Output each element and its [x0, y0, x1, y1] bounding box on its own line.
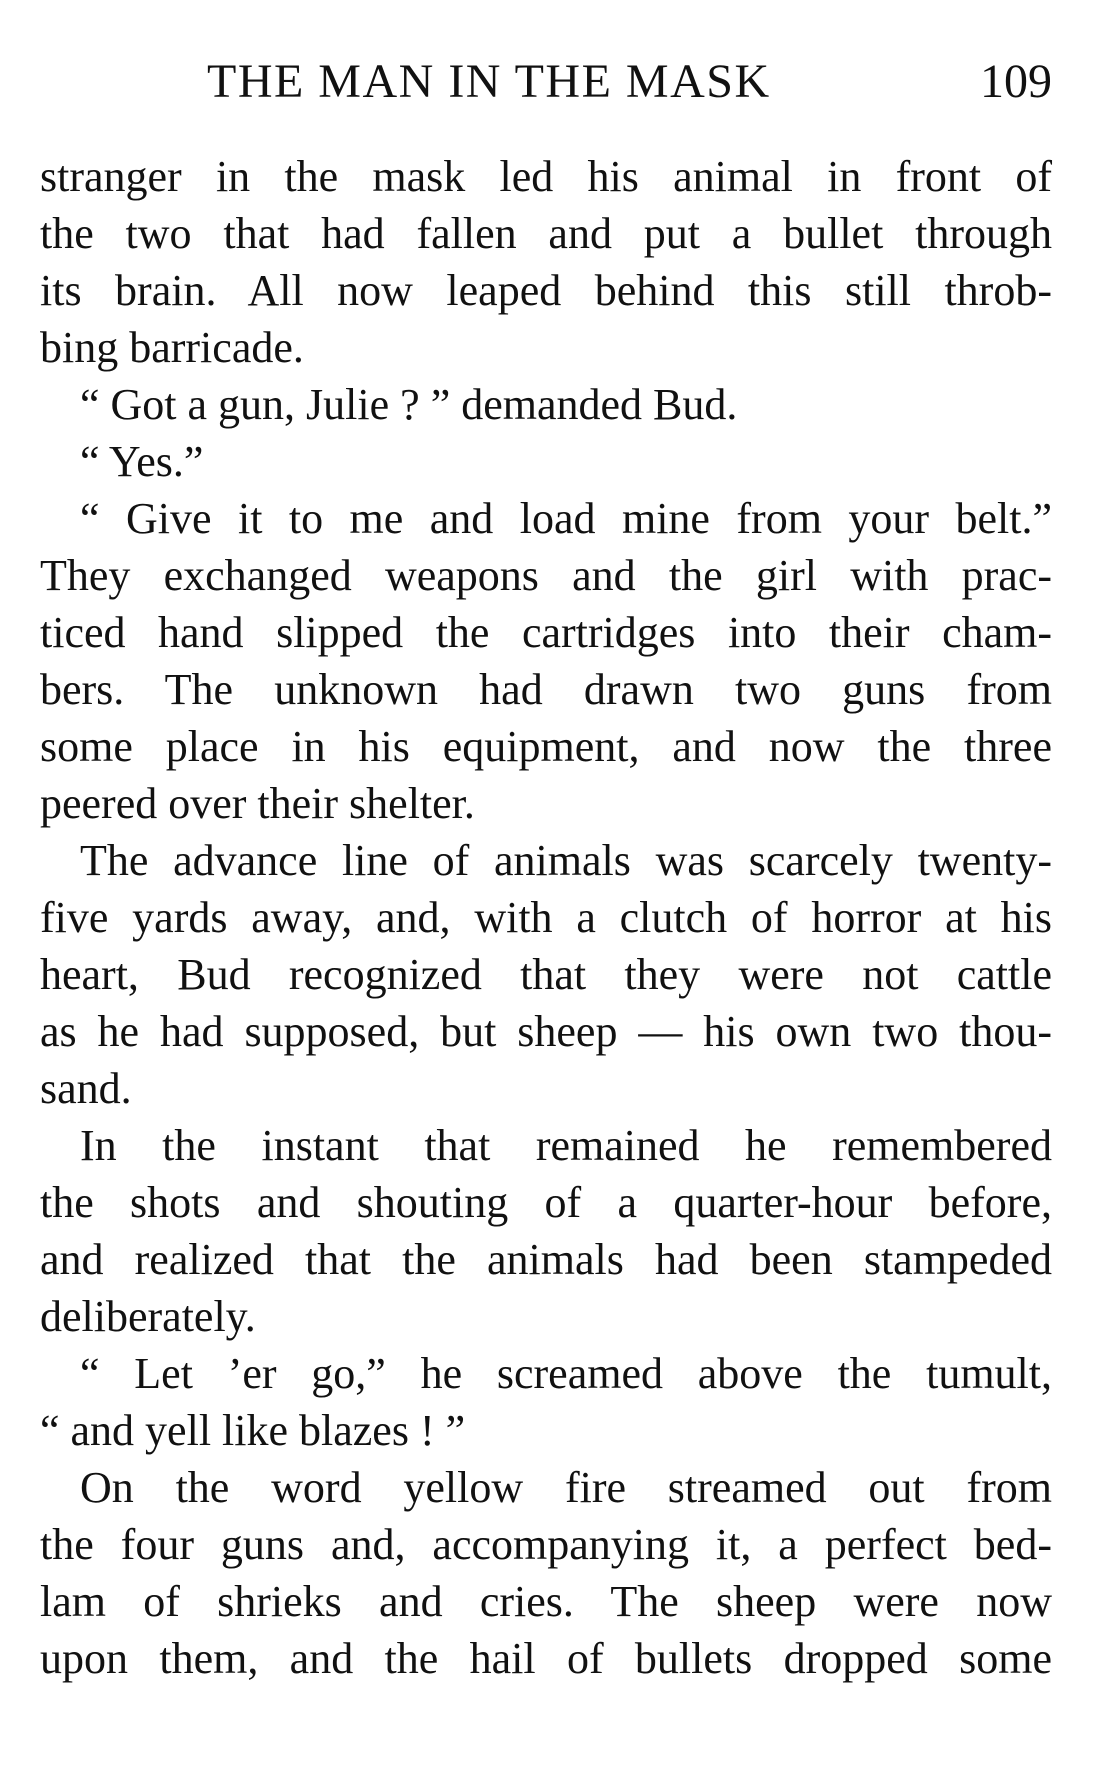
text-line: deliberately. [40, 1292, 256, 1341]
text-line: On the word yellow fire streamed out from [80, 1463, 1052, 1512]
text-line: peered over their shelter. [40, 779, 475, 828]
text-line: “ and yell like blazes ! ” [40, 1406, 466, 1455]
text-line: heart, Bud recognized that they were not cattle [40, 950, 1052, 999]
text-line: bers. The unknown had drawn two guns from [40, 665, 1052, 714]
text-line: “ Give it to me and load mine from your belt.” [80, 494, 1052, 543]
text-line: The advance line of animals was scarcely twenty- [80, 836, 1052, 885]
text-line: They exchanged weapons and the girl with prac- [40, 551, 1052, 600]
text-line: its brain. All now leaped behind this still throb- [40, 266, 1052, 315]
body-text [40, 148, 1052, 1687]
text-line: bing barricade. [40, 323, 304, 372]
text-line: lam of shrieks and cries. The sheep were now [40, 1577, 1052, 1626]
text-line: “ Yes.” [80, 437, 204, 486]
text-line: the shots and shouting of a quarter-hour before, [40, 1178, 1052, 1227]
page-number: 109 [980, 55, 1052, 108]
page-header [40, 52, 1052, 112]
text-line: ticed hand slipped the cartridges into their cham- [40, 608, 1052, 657]
text-line: In the instant that remained he remembered [80, 1121, 1052, 1170]
text-line: five yards away, and, with a clutch of horror at his [40, 893, 1052, 942]
text-line: “ Let ’er go,” he screamed above the tumult, [80, 1349, 1052, 1398]
text-line: “ Got a gun, Julie ? ” demanded Bud. [80, 380, 738, 429]
text-line: and realized that the animals had been stampeded [40, 1235, 1052, 1284]
text-line: the two that had fallen and put a bullet through [40, 209, 1052, 258]
running-title: THE MAN IN THE MASK [207, 55, 771, 108]
text-line: stranger in the mask led his animal in front of [40, 152, 1052, 201]
text-line: some place in his equipment, and now the three [40, 722, 1052, 771]
text-line: the four guns and, accompanying it, a perfect bed- [40, 1520, 1052, 1569]
text-line: upon them, and the hail of bullets dropped some [40, 1634, 1052, 1683]
text-line: as he had supposed, but sheep — his own two thou- [40, 1007, 1052, 1056]
text-line: sand. [40, 1064, 132, 1113]
